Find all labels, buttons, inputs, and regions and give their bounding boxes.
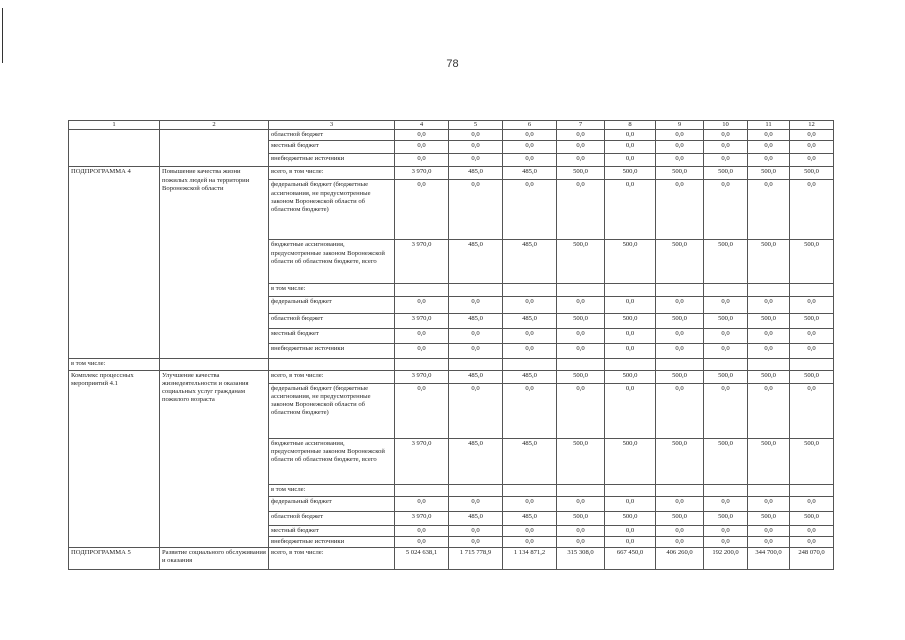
amount-cell: 0,0 xyxy=(748,180,790,240)
funding-source-cell: всего, в том числе: xyxy=(269,548,395,570)
funding-source-cell: всего, в том числе: xyxy=(269,167,395,180)
amount-cell xyxy=(503,284,557,297)
amount-cell: 500,0 xyxy=(790,167,834,180)
amount-cell: 500,0 xyxy=(557,370,605,383)
amount-cell xyxy=(748,484,790,496)
amount-cell: 485,0 xyxy=(503,438,557,484)
amount-cell: 0,0 xyxy=(557,329,605,344)
amount-cell: 485,0 xyxy=(449,511,503,525)
amount-cell: 0,0 xyxy=(605,154,656,167)
funding-source-cell: местный бюджет xyxy=(269,525,395,536)
amount-cell: 3 970,0 xyxy=(395,240,449,284)
program-name-cell xyxy=(69,130,160,167)
amount-cell: 0,0 xyxy=(656,329,704,344)
column-number-cell: 2 xyxy=(160,121,269,130)
amount-cell: 500,0 xyxy=(748,240,790,284)
amount-cell: 500,0 xyxy=(557,314,605,329)
program-name-cell: ПОДПРОГРАММА 5 xyxy=(69,548,160,570)
amount-cell: 0,0 xyxy=(790,180,834,240)
amount-cell: 0,0 xyxy=(605,383,656,438)
amount-cell xyxy=(449,359,503,370)
amount-cell xyxy=(656,359,704,370)
amount-cell: 0,0 xyxy=(605,344,656,359)
amount-cell xyxy=(395,484,449,496)
amount-cell: 0,0 xyxy=(503,180,557,240)
amount-cell xyxy=(557,359,605,370)
amount-cell: 0,0 xyxy=(395,344,449,359)
funding-source-cell: областной бюджет xyxy=(269,314,395,329)
amount-cell: 0,0 xyxy=(748,525,790,536)
amount-cell: 0,0 xyxy=(395,329,449,344)
amount-cell: 500,0 xyxy=(605,240,656,284)
amount-cell: 485,0 xyxy=(503,511,557,525)
program-name-cell: Комплекс процессных мероприятий 4.1 xyxy=(69,370,160,547)
funding-source-cell: бюджетные ассигнования, предусмотренные законом Воронежской области об областном бюджете, всего xyxy=(269,438,395,484)
amount-cell: 500,0 xyxy=(656,240,704,284)
amount-cell: 500,0 xyxy=(605,370,656,383)
amount-cell: 0,0 xyxy=(449,344,503,359)
amount-cell: 0,0 xyxy=(748,130,790,141)
amount-cell: 0,0 xyxy=(656,536,704,547)
amount-cell: 0,0 xyxy=(656,130,704,141)
amount-cell: 0,0 xyxy=(704,141,748,154)
amount-cell: 485,0 xyxy=(503,240,557,284)
amount-cell: 500,0 xyxy=(704,511,748,525)
funding-source-cell: федеральный бюджет (бюджетные ассигнования, не предусмотренные законом Воронежской области об областном бюджете) xyxy=(269,180,395,240)
amount-cell: 0,0 xyxy=(656,344,704,359)
amount-cell: 0,0 xyxy=(503,344,557,359)
amount-cell: 0,0 xyxy=(704,525,748,536)
amount-cell: 0,0 xyxy=(605,297,656,314)
amount-cell: 0,0 xyxy=(503,496,557,511)
amount-cell: 500,0 xyxy=(656,370,704,383)
program-description-cell: Улучшение качества жизнедеятельности и оказания социальных услуг гражданам пожилого возраста xyxy=(160,370,269,547)
amount-cell: 0,0 xyxy=(395,180,449,240)
amount-cell: 0,0 xyxy=(557,496,605,511)
amount-cell: 0,0 xyxy=(557,536,605,547)
amount-cell: 0,0 xyxy=(656,154,704,167)
amount-cell: 500,0 xyxy=(605,167,656,180)
amount-cell: 0,0 xyxy=(704,297,748,314)
amount-cell xyxy=(704,284,748,297)
amount-cell: 0,0 xyxy=(449,180,503,240)
amount-cell: 500,0 xyxy=(748,370,790,383)
amount-cell xyxy=(656,484,704,496)
amount-cell: 0,0 xyxy=(656,496,704,511)
amount-cell: 0,0 xyxy=(449,141,503,154)
amount-cell: 0,0 xyxy=(656,180,704,240)
amount-cell: 0,0 xyxy=(605,525,656,536)
column-number-cell: 1 xyxy=(69,121,160,130)
amount-cell: 0,0 xyxy=(449,536,503,547)
amount-cell: 0,0 xyxy=(790,141,834,154)
amount-cell: 344 700,0 xyxy=(748,548,790,570)
amount-cell: 0,0 xyxy=(748,536,790,547)
funding-source-cell: областной бюджет xyxy=(269,511,395,525)
amount-cell xyxy=(503,484,557,496)
amount-cell: 0,0 xyxy=(748,496,790,511)
amount-cell: 315 308,0 xyxy=(557,548,605,570)
amount-cell xyxy=(557,484,605,496)
amount-cell: 0,0 xyxy=(704,329,748,344)
amount-cell: 0,0 xyxy=(656,383,704,438)
amount-cell: 0,0 xyxy=(656,525,704,536)
amount-cell: 0,0 xyxy=(503,329,557,344)
amount-cell: 0,0 xyxy=(704,154,748,167)
amount-cell: 0,0 xyxy=(449,297,503,314)
amount-cell xyxy=(748,359,790,370)
amount-cell: 0,0 xyxy=(557,141,605,154)
amount-cell: 0,0 xyxy=(790,525,834,536)
funding-source-cell: федеральный бюджет xyxy=(269,297,395,314)
amount-cell: 485,0 xyxy=(449,438,503,484)
amount-cell xyxy=(605,359,656,370)
amount-cell xyxy=(449,484,503,496)
column-number-cell: 12 xyxy=(790,121,834,130)
column-number-cell: 5 xyxy=(449,121,503,130)
amount-cell: 500,0 xyxy=(656,438,704,484)
amount-cell xyxy=(704,359,748,370)
amount-cell: 0,0 xyxy=(557,154,605,167)
amount-cell: 500,0 xyxy=(704,438,748,484)
amount-cell: 485,0 xyxy=(449,240,503,284)
amount-cell: 500,0 xyxy=(704,167,748,180)
funding-source-cell: в том числе: xyxy=(269,484,395,496)
column-number-cell: 3 xyxy=(269,121,395,130)
table-row xyxy=(69,167,834,180)
funding-source-cell: федеральный бюджет (бюджетные ассигнования, не предусмотренные законом Воронежской области об областном бюджете) xyxy=(269,383,395,438)
amount-cell: 500,0 xyxy=(790,370,834,383)
amount-cell: 0,0 xyxy=(503,141,557,154)
amount-cell: 485,0 xyxy=(503,314,557,329)
funding-source-cell: бюджетные ассигнования, предусмотренные законом Воронежской области об областном бюджете, всего xyxy=(269,240,395,284)
amount-cell: 485,0 xyxy=(449,167,503,180)
amount-cell: 248 070,0 xyxy=(790,548,834,570)
amount-cell: 0,0 xyxy=(704,496,748,511)
amount-cell: 500,0 xyxy=(557,511,605,525)
amount-cell: 0,0 xyxy=(790,297,834,314)
amount-cell: 500,0 xyxy=(557,167,605,180)
amount-cell: 500,0 xyxy=(656,167,704,180)
column-number-cell: 9 xyxy=(656,121,704,130)
amount-cell xyxy=(503,359,557,370)
amount-cell: 485,0 xyxy=(503,167,557,180)
amount-cell xyxy=(395,359,449,370)
column-number-cell: 10 xyxy=(704,121,748,130)
amount-cell: 0,0 xyxy=(503,130,557,141)
amount-cell: 0,0 xyxy=(449,496,503,511)
table-row xyxy=(69,370,834,383)
amount-cell: 0,0 xyxy=(605,496,656,511)
column-number-cell: 4 xyxy=(395,121,449,130)
funding-source-cell: внебюджетные источники xyxy=(269,536,395,547)
amount-cell: 0,0 xyxy=(748,383,790,438)
amount-cell: 3 970,0 xyxy=(395,314,449,329)
funding-source-cell xyxy=(269,359,395,370)
amount-cell: 500,0 xyxy=(605,511,656,525)
amount-cell: 0,0 xyxy=(704,383,748,438)
amount-cell xyxy=(605,484,656,496)
amount-cell xyxy=(790,484,834,496)
amount-cell: 1 715 778,9 xyxy=(449,548,503,570)
amount-cell: 500,0 xyxy=(790,438,834,484)
column-number-cell: 6 xyxy=(503,121,557,130)
amount-cell: 500,0 xyxy=(748,167,790,180)
column-number-row xyxy=(69,121,834,130)
amount-cell: 0,0 xyxy=(704,180,748,240)
amount-cell: 0,0 xyxy=(557,525,605,536)
amount-cell: 0,0 xyxy=(704,536,748,547)
amount-cell: 0,0 xyxy=(449,525,503,536)
amount-cell: 0,0 xyxy=(503,154,557,167)
amount-cell: 0,0 xyxy=(395,130,449,141)
funding-source-cell: в том числе: xyxy=(269,284,395,297)
table-row xyxy=(69,359,834,370)
amount-cell: 500,0 xyxy=(656,511,704,525)
amount-cell: 0,0 xyxy=(449,383,503,438)
amount-cell: 500,0 xyxy=(557,240,605,284)
amount-cell: 0,0 xyxy=(557,383,605,438)
amount-cell: 0,0 xyxy=(790,154,834,167)
amount-cell: 0,0 xyxy=(449,130,503,141)
amount-cell: 500,0 xyxy=(557,438,605,484)
amount-cell: 3 970,0 xyxy=(395,438,449,484)
column-number-cell: 11 xyxy=(748,121,790,130)
amount-cell: 0,0 xyxy=(790,383,834,438)
amount-cell: 0,0 xyxy=(395,525,449,536)
funding-source-cell: местный бюджет xyxy=(269,141,395,154)
amount-cell: 0,0 xyxy=(748,344,790,359)
amount-cell: 0,0 xyxy=(790,344,834,359)
amount-cell: 500,0 xyxy=(605,438,656,484)
amount-cell: 0,0 xyxy=(557,344,605,359)
amount-cell: 500,0 xyxy=(790,314,834,329)
table-row xyxy=(69,130,834,141)
amount-cell: 0,0 xyxy=(557,130,605,141)
amount-cell xyxy=(790,359,834,370)
amount-cell: 1 134 871,2 xyxy=(503,548,557,570)
amount-cell: 0,0 xyxy=(605,180,656,240)
amount-cell: 0,0 xyxy=(395,297,449,314)
amount-cell: 0,0 xyxy=(790,329,834,344)
amount-cell: 500,0 xyxy=(605,314,656,329)
amount-cell: 485,0 xyxy=(449,370,503,383)
amount-cell: 500,0 xyxy=(704,240,748,284)
amount-cell: 0,0 xyxy=(503,297,557,314)
amount-cell: 0,0 xyxy=(704,130,748,141)
amount-cell xyxy=(704,484,748,496)
amount-cell: 0,0 xyxy=(704,344,748,359)
amount-cell: 0,0 xyxy=(605,329,656,344)
amount-cell: 0,0 xyxy=(395,154,449,167)
program-description-cell xyxy=(160,359,269,370)
column-number-cell: 7 xyxy=(557,121,605,130)
amount-cell: 3 970,0 xyxy=(395,167,449,180)
amount-cell: 0,0 xyxy=(503,383,557,438)
amount-cell: 0,0 xyxy=(503,525,557,536)
program-description-cell xyxy=(160,130,269,167)
amount-cell: 0,0 xyxy=(605,141,656,154)
amount-cell: 0,0 xyxy=(395,536,449,547)
amount-cell: 0,0 xyxy=(557,180,605,240)
amount-cell: 485,0 xyxy=(449,314,503,329)
amount-cell: 500,0 xyxy=(704,370,748,383)
amount-cell xyxy=(605,284,656,297)
amount-cell: 500,0 xyxy=(748,511,790,525)
amount-cell xyxy=(557,284,605,297)
amount-cell: 0,0 xyxy=(656,297,704,314)
amount-cell: 0,0 xyxy=(790,496,834,511)
amount-cell: 500,0 xyxy=(790,511,834,525)
amount-cell: 0,0 xyxy=(449,329,503,344)
amount-cell: 0,0 xyxy=(395,496,449,511)
program-name-cell: ПОДПРОГРАММА 4 xyxy=(69,167,160,359)
amount-cell xyxy=(790,284,834,297)
amount-cell: 667 450,0 xyxy=(605,548,656,570)
amount-cell: 0,0 xyxy=(395,141,449,154)
amount-cell: 500,0 xyxy=(790,240,834,284)
budget-table xyxy=(68,120,834,570)
funding-source-cell: всего, в том числе: xyxy=(269,370,395,383)
program-description-cell: Развитие социального обслуживания и оказания xyxy=(160,548,269,570)
amount-cell: 0,0 xyxy=(748,329,790,344)
amount-cell xyxy=(395,284,449,297)
program-name-cell: в том числе: xyxy=(69,359,160,370)
funding-source-cell: местный бюджет xyxy=(269,329,395,344)
funding-source-cell: внебюджетные источники xyxy=(269,154,395,167)
amount-cell: 485,0 xyxy=(503,370,557,383)
amount-cell xyxy=(656,284,704,297)
amount-cell: 0,0 xyxy=(605,536,656,547)
funding-source-cell: областной бюджет xyxy=(269,130,395,141)
amount-cell: 0,0 xyxy=(790,536,834,547)
amount-cell: 500,0 xyxy=(656,314,704,329)
amount-cell xyxy=(748,284,790,297)
amount-cell: 0,0 xyxy=(449,154,503,167)
amount-cell: 3 970,0 xyxy=(395,511,449,525)
funding-source-cell: внебюджетные источники xyxy=(269,344,395,359)
amount-cell: 3 970,0 xyxy=(395,370,449,383)
amount-cell: 192 200,0 xyxy=(704,548,748,570)
table-row xyxy=(69,548,834,570)
amount-cell xyxy=(449,284,503,297)
column-number-cell: 8 xyxy=(605,121,656,130)
program-description-cell: Повышение качества жизни пожилых людей на территории Воронежской области xyxy=(160,167,269,359)
amount-cell: 0,0 xyxy=(395,383,449,438)
left-margin-rule xyxy=(2,8,3,63)
amount-cell: 0,0 xyxy=(605,130,656,141)
amount-cell: 406 260,0 xyxy=(656,548,704,570)
amount-cell: 0,0 xyxy=(656,141,704,154)
amount-cell: 0,0 xyxy=(557,297,605,314)
amount-cell: 500,0 xyxy=(748,438,790,484)
amount-cell: 500,0 xyxy=(704,314,748,329)
amount-cell: 0,0 xyxy=(748,297,790,314)
amount-cell: 500,0 xyxy=(748,314,790,329)
page-number: 78 xyxy=(446,58,459,70)
amount-cell: 0,0 xyxy=(748,154,790,167)
amount-cell: 0,0 xyxy=(790,130,834,141)
amount-cell: 5 024 638,1 xyxy=(395,548,449,570)
amount-cell: 0,0 xyxy=(748,141,790,154)
funding-source-cell: федеральный бюджет xyxy=(269,496,395,511)
amount-cell: 0,0 xyxy=(503,536,557,547)
